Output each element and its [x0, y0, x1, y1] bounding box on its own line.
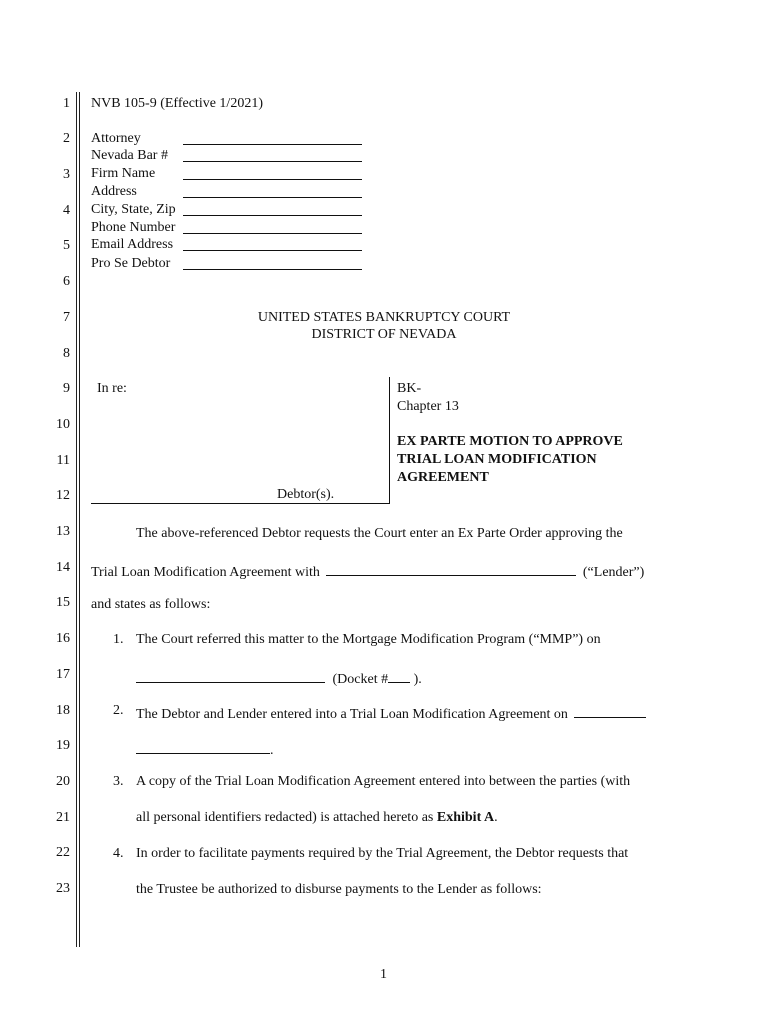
court-district: DISTRICT OF NEVADA [311, 327, 457, 342]
bar-number-field[interactable] [183, 161, 362, 162]
item-text [136, 739, 274, 759]
line-number: 17 [56, 667, 70, 682]
line-number: 12 [56, 488, 70, 503]
line-number: 8 [63, 346, 70, 361]
item-text: The Court referred this matter to the Mortgage Modification Program (“MMP”) on [136, 632, 601, 647]
line-number: 10 [56, 417, 70, 432]
line-number: 11 [56, 453, 70, 468]
line-number: 5 [63, 238, 70, 253]
line-number: 4 [63, 203, 70, 218]
item-text: the Trustee be authorized to disburse payments to the Lender as follows: [136, 882, 542, 897]
line-number: 21 [56, 810, 70, 825]
motion-title-line: TRIAL LOAN MODIFICATION [397, 452, 597, 467]
line-number: 1 [63, 96, 70, 111]
line-number: 2 [63, 131, 70, 146]
line-number: 20 [56, 774, 70, 789]
phone-field[interactable] [183, 233, 362, 234]
agreement-date-field[interactable] [574, 703, 646, 718]
email-label: Email Address [91, 237, 174, 252]
intro-text-part: (“Lender”) [582, 565, 645, 580]
address-field[interactable] [183, 197, 362, 198]
line-number: 19 [56, 738, 70, 753]
debtor-name-field[interactable] [91, 503, 389, 504]
line-number: 3 [63, 167, 70, 182]
city-state-zip-field[interactable] [183, 215, 362, 216]
court-name: UNITED STATES BANKRUPTCY COURT [257, 310, 511, 325]
item-text-part: . [494, 810, 498, 825]
mmp-referral-date-field[interactable] [136, 668, 325, 683]
item-number: 1. [113, 632, 124, 647]
margin-rule [76, 92, 77, 947]
line-number: 13 [56, 524, 70, 539]
line-number: 22 [56, 845, 70, 860]
page-number: 1 [380, 967, 387, 982]
line-number: 9 [63, 381, 70, 396]
motion-title-line: EX PARTE MOTION TO APPROVE [397, 434, 623, 449]
item-text [136, 703, 646, 723]
item-text [136, 668, 422, 688]
form-identifier: NVB 105-9 (Effective 1/2021) [91, 96, 263, 111]
line-number: 15 [56, 595, 70, 610]
pro-se-field[interactable] [183, 269, 362, 270]
city-state-zip-label: City, State, Zip [91, 202, 176, 217]
item-text: In order to facilitate payments required by the Trial Agreement, the Debtor requests that [136, 846, 629, 861]
caption-divider [389, 377, 390, 504]
in-re-label: In re: [97, 381, 127, 396]
motion-title-line: AGREEMENT [397, 470, 489, 485]
item-text-part: The Debtor and Lender entered into a Trial Loan Modification Agreement on [136, 707, 568, 722]
exhibit-reference: Exhibit A [436, 810, 495, 825]
attorney-label: Attorney [91, 131, 141, 146]
item-text-part: ). [413, 672, 422, 687]
pro-se-label: Pro Se Debtor [91, 256, 171, 271]
line-number-column [0, 0, 75, 1024]
item-text: A copy of the Trial Loan Modification Agreement entered into between the parties (with [136, 774, 631, 789]
intro-text: and states as follows: [91, 597, 211, 612]
address-label: Address [91, 184, 137, 199]
bar-number-label: Nevada Bar # [91, 148, 168, 163]
debtor-label: Debtor(s). [277, 487, 335, 502]
intro-text [91, 561, 644, 581]
firm-name-field[interactable] [183, 179, 362, 180]
item-text-part: (Docket # [332, 672, 389, 687]
docket-number-field[interactable] [388, 668, 410, 683]
margin-rule [79, 92, 80, 947]
email-field[interactable] [183, 250, 362, 251]
line-number: 6 [63, 274, 70, 289]
item-number: 4. [113, 846, 124, 861]
line-number: 16 [56, 631, 70, 646]
item-text-part: all personal identifiers redacted) is attached hereto as [136, 810, 434, 825]
firm-name-label: Firm Name [91, 166, 156, 181]
phone-label: Phone Number [91, 220, 176, 235]
attorney-field[interactable] [183, 144, 362, 145]
line-number: 7 [63, 310, 70, 325]
item-text-part: . [270, 743, 274, 758]
item-text [136, 810, 498, 826]
item-number: 3. [113, 774, 124, 789]
intro-text-part: Trial Loan Modification Agreement with [91, 565, 320, 580]
chapter-label: Chapter 13 [397, 399, 459, 414]
item-number: 2. [113, 703, 124, 718]
line-number: 23 [56, 881, 70, 896]
line-number: 14 [56, 560, 70, 575]
line-number: 18 [56, 703, 70, 718]
lender-name-field[interactable] [326, 561, 576, 576]
intro-text: The above-referenced Debtor requests the Court enter an Ex Parte Order approving the [136, 526, 623, 541]
case-number: BK- [397, 381, 422, 396]
agreement-date-continued-field[interactable] [136, 739, 270, 754]
